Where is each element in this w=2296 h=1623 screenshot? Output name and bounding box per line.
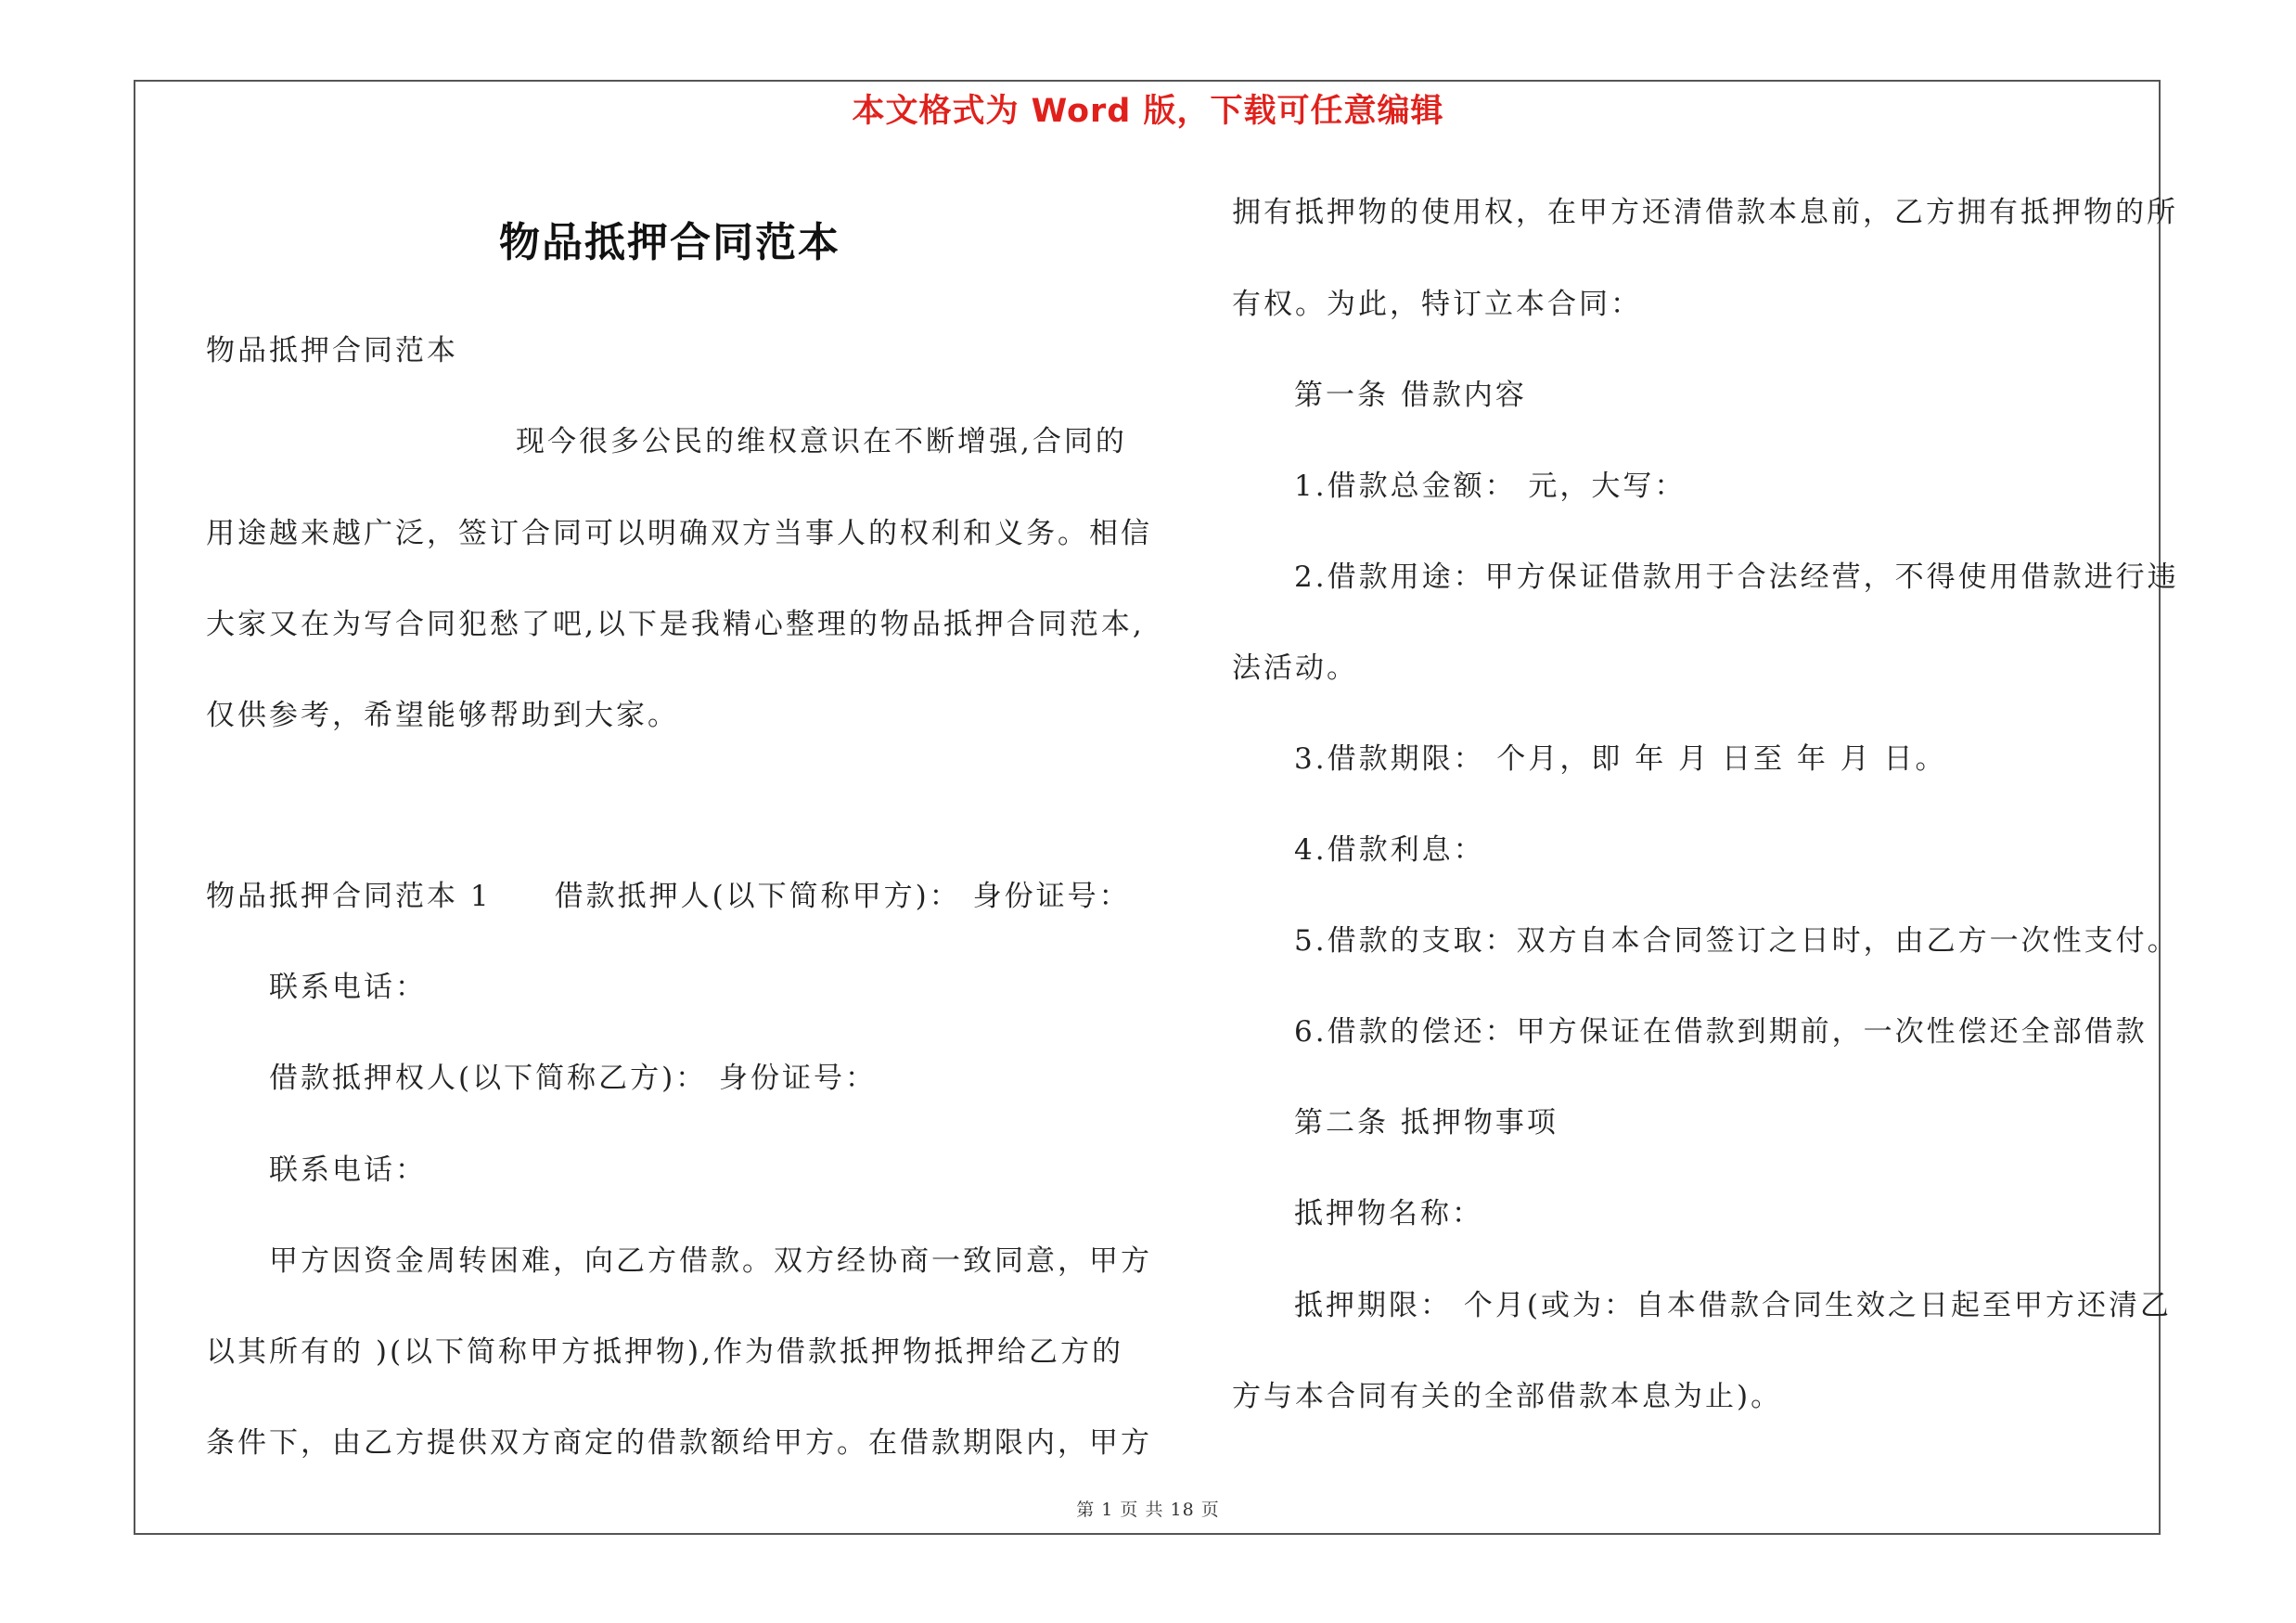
clause-line: 4.借款利息： [1294, 833, 1485, 867]
word-format-banner: 本文格式为 Word 版，下载可任意编辑 [852, 93, 1444, 130]
clause-line: 抵押期限： 个月(或为：自本借款合同生效之日起至甲方还清乙 [1294, 1289, 2172, 1322]
clause-line: 5.借款的支取：双方自本合同签订之日时，由乙方一次性支付。 [1294, 924, 2179, 958]
clause-line: 2.借款用途：甲方保证借款用于合法经营，不得使用借款进行违 [1294, 560, 2179, 594]
clause-line: 法活动。 [1232, 651, 1358, 685]
article-heading: 第一条 借款内容 [1294, 379, 1527, 412]
contract-party-a-line: 物品抵押合同范本 1 借款抵押人(以下简称甲方)： 身份证号： [206, 880, 1131, 913]
clause-line: 方与本合同有关的全部借款本息为止)。 [1232, 1380, 1783, 1413]
clause-line: 抵押物名称： [1294, 1197, 1483, 1230]
intro-paragraph-line: 用途越来越广泛，签订合同可以明确双方当事人的权利和义务。相信 [206, 517, 1152, 550]
article-heading: 第二条 抵押物事项 [1294, 1106, 1558, 1140]
subtitle-line: 物品抵押合同范本 [206, 334, 458, 367]
intro-paragraph-line: 仅供参考，希望能够帮助到大家。 [206, 699, 679, 732]
party-b-phone-line: 联系电话： [269, 1153, 427, 1187]
page-number-footer: 第 1 页 共 18 页 [1076, 1500, 1220, 1520]
body-paragraph-line: 拥有抵押物的使用权，在甲方还清借款本息前，乙方拥有抵押物的所 [1232, 196, 2178, 229]
body-paragraph-line: 有权。为此，特订立本合同： [1232, 288, 1642, 321]
party-a-phone-line: 联系电话： [269, 971, 427, 1004]
party-b-line: 借款抵押权人(以下简称乙方)： 身份证号： [269, 1062, 878, 1095]
document-title: 物品抵押合同范本 [499, 219, 840, 266]
body-paragraph-line: 甲方因资金周转困难，向乙方借款。双方经协商一致同意，甲方 [269, 1244, 1152, 1278]
body-paragraph-line: 以其所有的 )(以下简称甲方抵押物),作为借款抵押物抵押给乙方的 [206, 1335, 1123, 1369]
clause-line: 6.借款的偿还：甲方保证在借款到期前，一次性偿还全部借款 [1294, 1015, 2148, 1049]
intro-paragraph-line: 现今很多公民的维权意识在不断增强,合同的 [516, 425, 1127, 458]
intro-paragraph-line: 大家又在为写合同犯愁了吧,以下是我精心整理的物品抵押合同范本, [206, 608, 1145, 641]
body-paragraph-line: 条件下，由乙方提供双方商定的借款额给甲方。在借款期限内，甲方 [206, 1426, 1152, 1460]
clause-line: 3.借款期限： 个月，即 年 月 日至 年 月 日。 [1294, 742, 1947, 776]
clause-line: 1.借款总金额： 元，大写： [1294, 470, 1687, 503]
